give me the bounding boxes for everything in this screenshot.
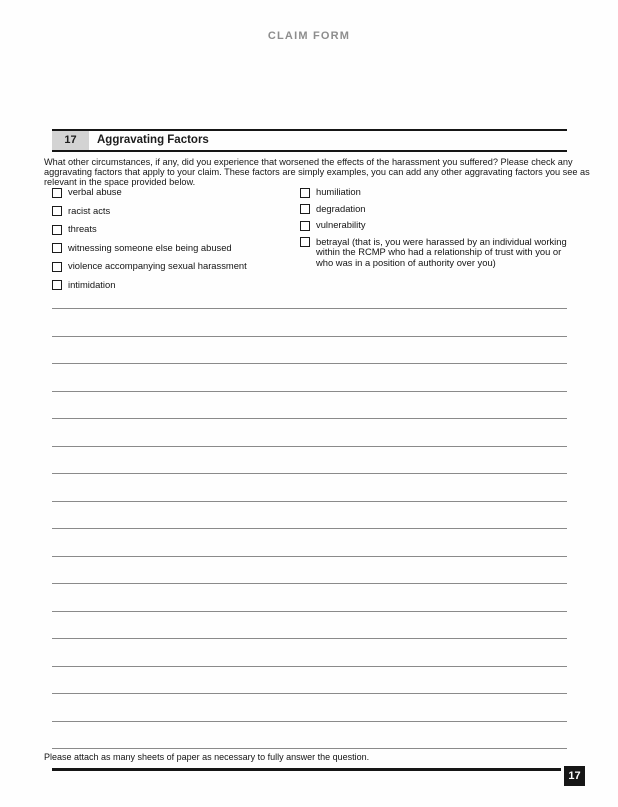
writing-line[interactable] [52, 748, 567, 749]
section-header [52, 129, 567, 152]
checkbox-label: violence accompanying sexual harassment [68, 260, 247, 272]
checkbox-item-threats[interactable] [52, 224, 292, 235]
writing-line[interactable] [52, 528, 567, 529]
checkbox-icon[interactable] [300, 237, 310, 247]
checkbox-label: intimidation [68, 278, 116, 290]
checkbox-icon[interactable] [52, 262, 62, 272]
checkbox-icon[interactable] [300, 221, 310, 231]
checkbox-label: vulnerability [316, 219, 366, 231]
checkbox-label: degradation [316, 202, 366, 214]
checkbox-item-betrayal[interactable] [300, 237, 572, 269]
writing-line[interactable] [52, 638, 567, 639]
page-title: CLAIM FORM [267, 30, 351, 42]
writing-line[interactable] [52, 418, 567, 419]
writing-line[interactable] [52, 336, 567, 337]
checkbox-label: betrayal (that is, you were harassed by an individual working within the RCMP who had a relationship of trust with you or who was in a position of authority over you) [316, 235, 567, 268]
section-number: 17 [52, 131, 89, 150]
writing-line[interactable] [52, 721, 567, 722]
writing-line[interactable] [52, 446, 567, 447]
checkbox-label: verbal abuse [68, 186, 122, 197]
writing-line[interactable] [52, 391, 567, 392]
checkbox-item-intimidation[interactable] [52, 280, 292, 291]
checkbox-icon[interactable] [52, 206, 62, 216]
writing-line[interactable] [52, 666, 567, 667]
checkbox-label: humiliation [316, 186, 361, 197]
checkbox-icon[interactable] [52, 280, 62, 290]
checkbox-column-right [300, 187, 572, 275]
section-instructions [44, 157, 590, 188]
checkbox-icon[interactable] [52, 243, 62, 253]
checkbox-item-racist-acts[interactable] [52, 206, 292, 217]
checkbox-icon[interactable] [300, 204, 310, 214]
checkbox-icon[interactable] [300, 188, 310, 198]
checkbox-item-witnessing-abuse[interactable] [52, 243, 292, 254]
checkbox-label: witnessing someone else being abused [68, 241, 232, 253]
checkbox-icon[interactable] [52, 225, 62, 235]
footer-note: Please attach as many sheets of paper as necessary to fully answer the question. [44, 752, 370, 762]
writing-line[interactable] [52, 693, 567, 694]
writing-line[interactable] [52, 583, 567, 584]
instructions-line: aggravating factors that apply to your claim. These factors are simply examples, you can add any other aggravating factors you see as [44, 167, 590, 178]
writing-line[interactable] [52, 556, 567, 557]
writing-area[interactable] [52, 308, 567, 750]
writing-line[interactable] [52, 363, 567, 364]
writing-line[interactable] [52, 308, 567, 309]
checkbox-icon[interactable] [52, 188, 62, 198]
checkbox-item-violence-sexual-harassment[interactable] [52, 261, 292, 272]
page-number-badge: 17 [564, 766, 585, 786]
checkbox-item-humiliation[interactable] [300, 187, 572, 198]
checkbox-column-left [52, 187, 292, 299]
checkbox-item-vulnerability[interactable] [300, 220, 572, 231]
checkbox-label: threats [68, 223, 97, 235]
checkbox-label: racist acts [68, 204, 111, 216]
instructions-line: What other circumstances, if any, did you experience that worsened the effects of the harassment you suffered? Please check any [44, 157, 573, 167]
section-title: Aggravating Factors [97, 134, 209, 146]
writing-line[interactable] [52, 611, 567, 612]
checkbox-item-verbal-abuse[interactable] [52, 187, 292, 198]
writing-line[interactable] [52, 501, 567, 502]
instructions-line: relevant in the space provided below. [44, 177, 196, 188]
footer-rule [52, 768, 561, 771]
checkbox-item-degradation[interactable] [300, 204, 572, 215]
writing-line[interactable] [52, 473, 567, 474]
